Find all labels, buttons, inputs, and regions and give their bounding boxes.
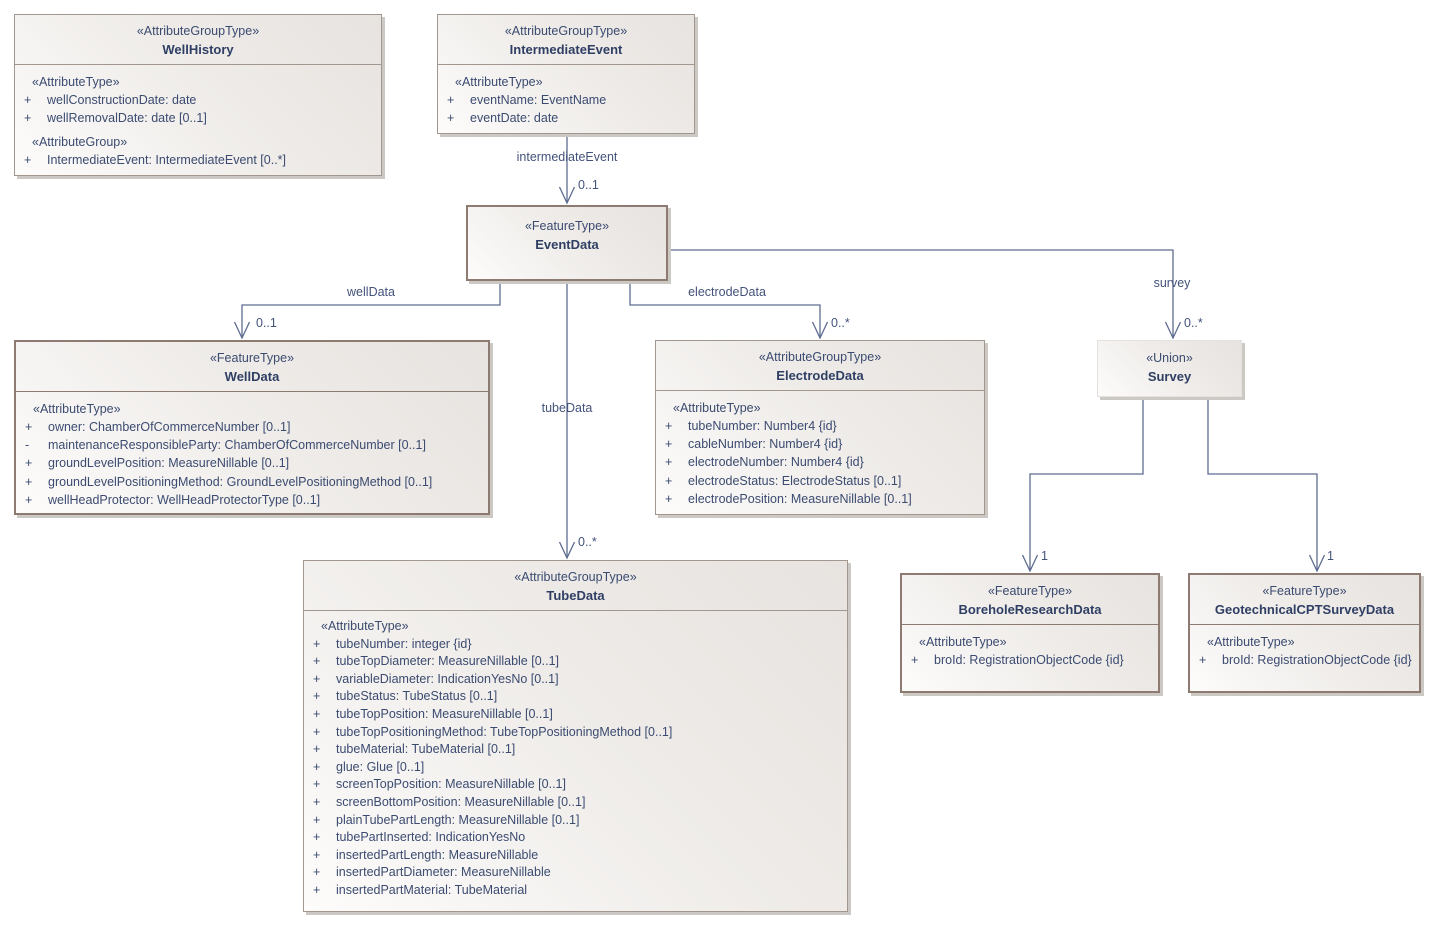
visibility-marker: + <box>665 473 673 488</box>
connector-label-welldata: wellData <box>347 285 395 299</box>
visibility-marker: + <box>313 865 321 880</box>
stereotype-label: «AttributeGroupType» <box>504 24 628 38</box>
attribute-text: tubeTopPosition: MeasureNillable [0..1] <box>336 706 553 721</box>
connector-multiplicity-electrodedata: 0..* <box>831 316 850 330</box>
class-geotechnicalcptsurveydata-header <box>1190 575 1419 625</box>
section-heading: «AttributeType» <box>919 635 1007 649</box>
attribute-row <box>1190 651 1419 669</box>
class-geotechnicalcptsurveydata-attributes <box>1190 625 1419 669</box>
visibility-marker: + <box>25 420 33 434</box>
class-intermediateevent-attributes <box>438 65 694 127</box>
connector-multiplicity-geotechnicalcptsurveydata: 1 <box>1327 549 1334 563</box>
attribute-row <box>304 741 847 759</box>
attribute-row <box>16 473 488 491</box>
visibility-marker: + <box>665 455 673 470</box>
visibility-marker: + <box>25 474 33 489</box>
class-boreholeresearchdata <box>900 573 1160 693</box>
attribute-text: broId: RegistrationObjectCode {id} <box>1222 653 1412 667</box>
attribute-text: groundLevelPositioningMethod: GroundLevelPositioningMethod [0..1] <box>48 474 433 489</box>
attribute-row <box>656 490 984 508</box>
class-survey-header <box>1098 341 1241 391</box>
stereotype-label: «AttributeGroupType» <box>514 570 637 584</box>
visibility-marker: + <box>313 847 321 862</box>
class-name-label: BoreholeResearchData <box>958 602 1102 617</box>
visibility-marker: + <box>665 419 673 433</box>
attribute-row <box>15 91 381 109</box>
attribute-text: groundLevelPosition: MeasureNillable [0..1] <box>48 456 290 471</box>
stereotype-label: «Union» <box>1146 351 1193 365</box>
visibility-marker: + <box>313 759 321 774</box>
connector-multiplicity-boreholeresearchdata: 1 <box>1041 549 1048 563</box>
stereotype-label: «AttributeGroupType» <box>136 24 260 38</box>
visibility-marker: + <box>313 742 321 757</box>
attribute-row <box>304 812 847 830</box>
attribute-row <box>438 109 694 127</box>
class-intermediateevent-header <box>438 15 694 65</box>
attribute-row <box>656 453 984 471</box>
class-name-label: Survey <box>1147 369 1192 384</box>
attribute-row <box>304 847 847 865</box>
attribute-text: screenBottomPosition: MeasureNillable [0..1] <box>336 794 586 809</box>
connector-multiplicity-welldata: 0..1 <box>256 316 277 330</box>
visibility-marker: + <box>313 689 321 704</box>
attribute-row <box>902 651 1158 669</box>
visibility-marker: + <box>447 93 455 107</box>
attribute-text: broId: RegistrationObjectCode {id} <box>934 653 1124 667</box>
class-name-label: GeotechnicalCPTSurveyData <box>1214 602 1395 617</box>
visibility-marker: + <box>313 882 321 897</box>
visibility-marker: + <box>665 491 673 506</box>
visibility-marker: + <box>24 153 32 168</box>
visibility-marker: + <box>313 671 321 686</box>
connector-multiplicity-survey: 0..* <box>1184 316 1203 330</box>
attribute-row <box>656 472 984 490</box>
attribute-text: plainTubePartLength: MeasureNillable [0..1] <box>336 812 580 827</box>
attribute-text: electrodeStatus: ElectrodeStatus [0..1] <box>688 473 902 488</box>
class-welldata-attributes <box>16 392 488 509</box>
class-boreholeresearchdata-header <box>902 575 1158 625</box>
visibility-marker: + <box>313 794 321 809</box>
visibility-marker: + <box>313 830 321 845</box>
attribute-text: cableNumber: Number4 {id} <box>688 437 843 452</box>
class-name-label: IntermediateEvent <box>509 42 623 57</box>
attribute-text: wellHeadProtector: WellHeadProtectorType [0..1] <box>48 492 321 507</box>
class-eventdata-header <box>468 207 666 259</box>
attribute-text: screenTopPosition: MeasureNillable [0..1] <box>336 777 566 792</box>
attribute-row <box>304 671 847 689</box>
attribute-row <box>304 864 847 882</box>
class-welldata-header <box>16 342 488 392</box>
attribute-text: tubeTopDiameter: MeasureNillable [0..1] <box>336 654 560 669</box>
class-electrodedata-attributes <box>656 391 984 508</box>
class-name-label: ElectrodeData <box>776 368 864 383</box>
attribute-row <box>16 491 488 509</box>
connector-label-intermediateevent: intermediateEvent <box>516 150 618 164</box>
attribute-text: maintenanceResponsibleParty: ChamberOfCommerceNumber [0..1] <box>48 438 426 453</box>
visibility-marker: + <box>313 636 321 651</box>
class-wellhistory-attributes <box>15 65 381 170</box>
visibility-marker: + <box>313 706 321 721</box>
connector-multiplicity-intermediateevent: 0..1 <box>578 178 599 192</box>
visibility-marker: + <box>25 492 33 507</box>
attribute-text: tubeMaterial: TubeMaterial [0..1] <box>336 742 516 757</box>
visibility-marker: - <box>25 438 30 453</box>
attribute-text: tubeNumber: Number4 {id} <box>688 419 837 433</box>
stereotype-label: «AttributeGroupType» <box>758 350 882 364</box>
attribute-row <box>304 759 847 777</box>
section-heading: «AttributeType» <box>321 619 409 633</box>
attribute-text: wellRemovalDate: date [0..1] <box>47 111 207 126</box>
attribute-row <box>16 436 488 454</box>
attribute-text: tubeTopPositioningMethod: TubeTopPositioningMethod [0..1] <box>336 724 673 739</box>
attribute-text: wellConstructionDate: date <box>47 93 197 107</box>
visibility-marker: + <box>24 93 32 107</box>
attribute-row <box>438 91 694 109</box>
attribute-row <box>15 151 381 169</box>
visibility-marker: + <box>447 111 455 126</box>
section-heading: «AttributeGroup» <box>32 135 128 150</box>
class-wellhistory <box>14 14 382 176</box>
class-welldata <box>14 340 490 515</box>
attribute-row <box>656 417 984 435</box>
connector-multiplicity-tubedata: 0..* <box>578 535 597 549</box>
connector-geotechnicalcptsurveydata <box>1208 397 1325 571</box>
attribute-row <box>304 794 847 812</box>
attribute-text: tubePartInserted: IndicationYesNo <box>336 830 526 845</box>
connector-intermediateevent <box>560 134 575 203</box>
attribute-row <box>16 454 488 472</box>
visibility-marker: + <box>24 111 32 126</box>
attribute-text: eventName: EventName <box>470 93 607 107</box>
attribute-row <box>304 688 847 706</box>
attribute-text: insertedPartMaterial: TubeMaterial <box>336 882 528 897</box>
attribute-row <box>304 724 847 742</box>
attribute-text: insertedPartDiameter: MeasureNillable <box>336 865 551 880</box>
attribute-text: glue: Glue [0..1] <box>336 759 425 774</box>
class-geotechnicalcptsurveydata <box>1188 573 1421 693</box>
stereotype-label: «FeatureType» <box>1262 584 1347 598</box>
class-eventdata <box>466 205 668 281</box>
attribute-text: eventDate: date <box>470 111 559 126</box>
attribute-row <box>304 653 847 671</box>
attribute-text: owner: ChamberOfCommerceNumber [0..1] <box>48 420 291 434</box>
attribute-text: electrodeNumber: Number4 {id} <box>688 455 864 470</box>
section-heading: «AttributeType» <box>455 75 543 89</box>
class-intermediateevent <box>437 14 695 134</box>
class-electrodedata <box>655 340 985 515</box>
attribute-text: electrodePosition: MeasureNillable [0..1] <box>688 491 912 506</box>
section-heading: «AttributeType» <box>33 402 121 416</box>
connector-label-tubedata: tubeData <box>541 401 593 415</box>
connector-boreholeresearchdata <box>1023 397 1144 571</box>
class-wellhistory-header <box>15 15 381 65</box>
attribute-row <box>304 636 847 654</box>
stereotype-label: «FeatureType» <box>987 584 1073 598</box>
visibility-marker: + <box>313 812 321 827</box>
stereotype-label: «FeatureType» <box>524 219 610 233</box>
attribute-row <box>304 776 847 794</box>
class-name-label: TubeData <box>546 588 605 603</box>
visibility-marker: + <box>313 724 321 739</box>
class-electrodedata-header <box>656 341 984 391</box>
attribute-text: variableDiameter: IndicationYesNo [0..1] <box>336 671 559 686</box>
attribute-row <box>304 829 847 847</box>
class-boreholeresearchdata-attributes <box>902 625 1158 669</box>
visibility-marker: + <box>313 654 321 669</box>
section-heading: «AttributeType» <box>1207 635 1295 649</box>
visibility-marker: + <box>25 456 33 471</box>
class-name-label: WellHistory <box>162 42 234 57</box>
visibility-marker: + <box>911 653 919 667</box>
attribute-row <box>656 435 984 453</box>
stereotype-label: «FeatureType» <box>209 351 295 365</box>
class-survey <box>1097 340 1242 397</box>
class-tubedata-header <box>304 561 847 611</box>
attribute-text: tubeStatus: TubeStatus [0..1] <box>336 689 498 704</box>
attribute-row <box>15 109 381 127</box>
attribute-text: insertedPartLength: MeasureNillable <box>336 847 539 862</box>
visibility-marker: + <box>665 437 673 452</box>
class-tubedata <box>303 560 848 912</box>
visibility-marker: + <box>1199 653 1207 667</box>
connector-tubedata <box>560 280 575 558</box>
attribute-text: IntermediateEvent: IntermediateEvent [0..*] <box>47 153 287 168</box>
attribute-row <box>16 418 488 436</box>
class-name-label: EventData <box>535 237 599 252</box>
attribute-text: tubeNumber: integer {id} <box>336 636 472 651</box>
visibility-marker: + <box>313 777 321 792</box>
connector-label-survey: survey <box>1153 276 1191 290</box>
attribute-row <box>304 882 847 900</box>
connector-label-electrodedata: electrodeData <box>688 285 766 299</box>
class-tubedata-attributes <box>304 611 847 900</box>
class-name-label: WellData <box>224 369 280 384</box>
section-heading: «AttributeType» <box>32 75 120 89</box>
attribute-row <box>304 706 847 724</box>
section-heading: «AttributeType» <box>673 401 761 415</box>
